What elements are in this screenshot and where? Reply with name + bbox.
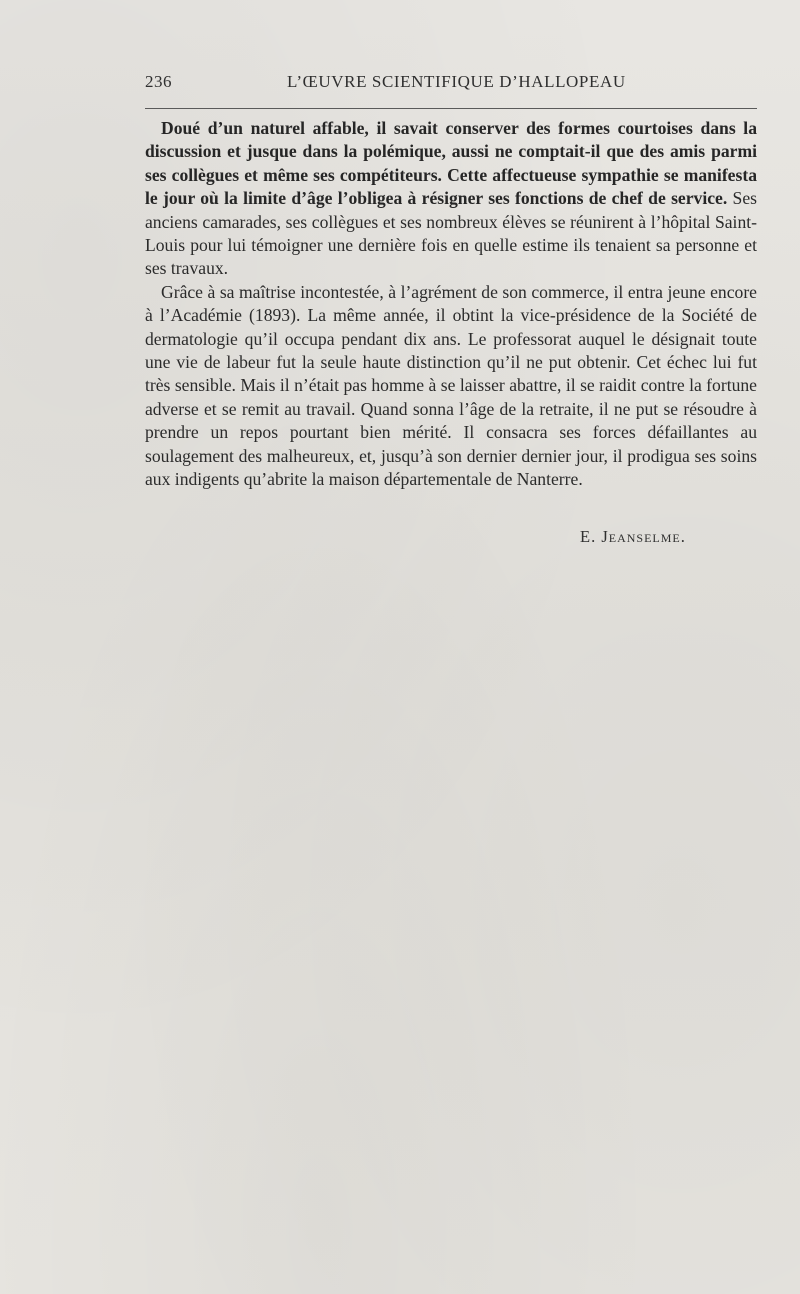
header-rule <box>145 108 757 109</box>
paragraph-1-text: Ses anciens camarades, ses collègues et ses nombreux élèves se réunirent à l’hôpital Saint-Louis pour lui témoigner une dernière fois en quelle estime ils tenaient sa personne et ses travaux. <box>145 188 757 279</box>
paragraph-2: Grâce à sa maîtrise incontestée, à l’agrément de son commerce, il entra jeune encore à l’Académie (1893). La même année, il obtint la vice-présidence de la Société de dermatologie qu’il occupa pendant dix ans. Le professorat auquel le désignait toute une vie de labeur fut la seule haute distinction qu’il ne put obtenir. Cet échec lui fut très sensible. Mais il n’était pas homme à se laisser abattre, il se raidit contre la fortune adverse et se remit au travail. Quand sonna l’âge de la retraite, il ne put se résoudre à prendre un repos pourtant bien mérité. Il consacra ses forces défaillantes au soulagement des malheureux, et, jusqu’à son dernier dernier jour, il prodigua ses soins aux indigents qu’abrite la maison départementale de Nanterre. <box>145 281 757 490</box>
signature-name: Jeanselme. <box>601 527 686 546</box>
paragraph-1 <box>145 117 757 281</box>
body-text <box>145 117 757 492</box>
paragraph-1-bold-text: Doué d’un naturel affable, il savait conserver des formes courtoises dans la discussion et jusque dans la polémique, aussi ne comptait-il que des amis parmi ses collègues et même ses compétiteurs. Cette affectueuse sympathie se manifesta le jour où la limite d’âge l’obligea à résigner ses fonctions de chef de service. <box>145 118 757 209</box>
page-number: 236 <box>145 72 172 91</box>
page-header <box>145 72 757 98</box>
running-title: L’ŒUVRE SCIENTIFIQUE D’HALLOPEAU <box>287 72 626 91</box>
signature-initial: E. <box>580 527 597 546</box>
signature <box>580 527 686 547</box>
